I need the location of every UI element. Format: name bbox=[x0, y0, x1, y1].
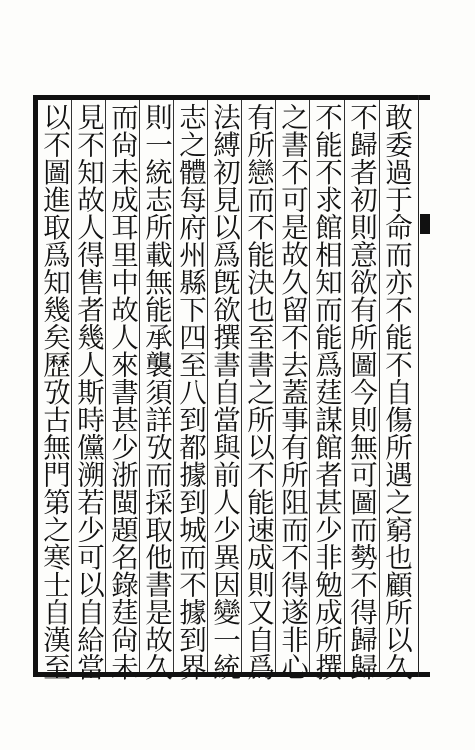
column-divider bbox=[344, 100, 345, 672]
column-divider bbox=[379, 100, 380, 672]
column-divider bbox=[173, 100, 174, 672]
column-divider bbox=[241, 100, 242, 672]
text-column-8: 則一統志所載無能承襲須詳攷而採取他書是故久 bbox=[140, 103, 172, 681]
text-column-10: 見不知故人得售者幾人斯時儻溯若少可以自給當 bbox=[72, 103, 104, 681]
gutter-fish-tail-mark bbox=[420, 214, 430, 234]
text-column-9: 而尙未成耳里中故人來書甚少浙閩題名錄莛尙未 bbox=[106, 103, 138, 681]
column-divider bbox=[139, 100, 140, 672]
column-divider bbox=[309, 100, 310, 672]
text-column-4: 之書不可是故久留不去蓋事有所阻而不得遂非心 bbox=[276, 103, 308, 681]
text-column-3: 不能不求館相知而能爲莛謀館者甚少非勉成所撰 bbox=[310, 103, 342, 681]
column-divider bbox=[275, 100, 276, 672]
column-divider bbox=[71, 100, 72, 672]
text-column-2: 不歸者初則意欲有所圖今則無可圖而勢不得歸歸 bbox=[345, 103, 377, 681]
text-column-7: 志之體每府州縣下四至八到都據到城而不據到界 bbox=[174, 103, 206, 681]
column-divider bbox=[207, 100, 208, 672]
text-column-1: 敢委過于命而亦不能不自傷所遇之窮也顧所以久 bbox=[380, 103, 412, 681]
column-divider bbox=[105, 100, 106, 672]
text-column-11: 以不圖進取爲知幾矣歷攷古無門第之寒士自漢至 bbox=[38, 103, 70, 681]
text-column-5: 有所戀而不能決也至書之所以不能速成則又自爲 bbox=[242, 103, 274, 681]
text-column-6: 法縛初見以爲旣欲撰書自當與前人少異因變一統 bbox=[208, 103, 240, 681]
fold-gutter bbox=[418, 95, 431, 677]
